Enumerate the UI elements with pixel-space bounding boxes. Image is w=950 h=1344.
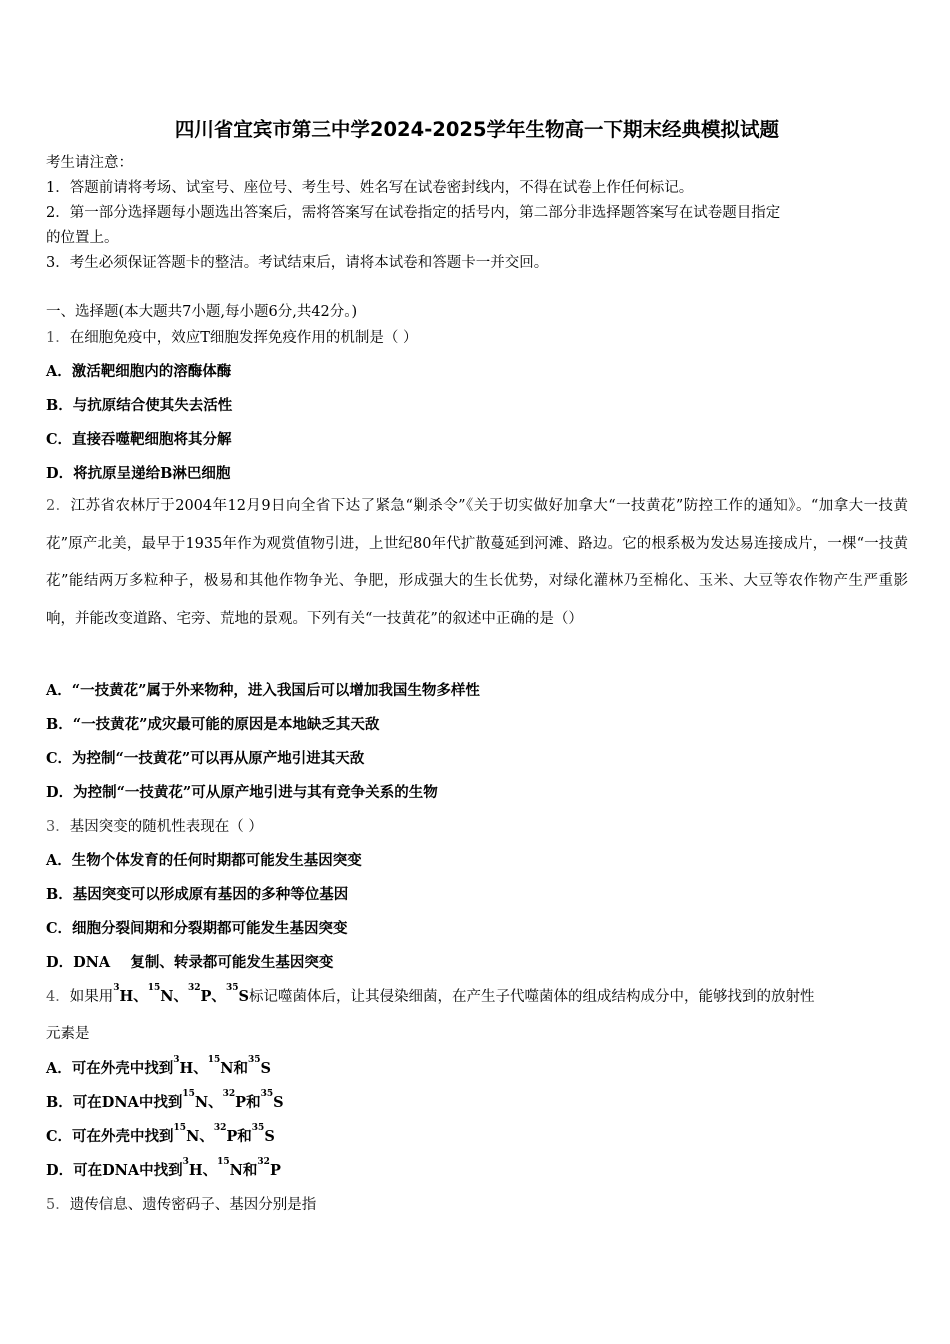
q1-option-a: A．激活靶细胞内的溶酶体酶 xyxy=(46,363,232,380)
element: P xyxy=(269,1162,281,1179)
notice-heading: 考生请注意： xyxy=(46,155,133,171)
element: S xyxy=(273,1094,284,1111)
isotope: 15 xyxy=(182,1089,195,1099)
question-number: 4． xyxy=(46,989,70,1005)
question-2 xyxy=(46,488,908,638)
q1-option-d: D．将抗原呈递给B淋巴细胞 xyxy=(46,465,231,482)
isotope-h: 3 xyxy=(113,983,120,993)
question-stem: 遗传信息、遗传密码子、基因分别是指 xyxy=(69,1197,317,1213)
isotope: 35 xyxy=(248,1055,261,1065)
element-s: S xyxy=(238,988,249,1005)
q2-option-c: C．为控制“一技黄花”可以再从原产地引进其天敌 xyxy=(46,750,365,767)
element: P和 xyxy=(235,1094,261,1111)
q1-option-b: B．与抗原结合使其失去活性 xyxy=(46,397,233,414)
isotope: 15 xyxy=(207,1055,221,1065)
option-text: D．可在DNA中找到 xyxy=(46,1162,183,1179)
element: S xyxy=(264,1128,275,1145)
element: H、 xyxy=(188,1162,218,1179)
option-text: B．可在DNA中找到 xyxy=(46,1094,183,1111)
question-number: 2． xyxy=(46,498,71,514)
question-4 xyxy=(46,985,908,1006)
section-heading: 一、选择题(本大题共7小题,每小题6分,共42分。) xyxy=(46,304,358,320)
q3-option-b: B．基因突变可以形成原有基因的多种等位基因 xyxy=(46,886,349,903)
q2-option-b: B．“一技黄花”成灾最可能的原因是本地缺乏其天敌 xyxy=(46,716,380,733)
element-n: N、 xyxy=(160,988,188,1005)
element: N和 xyxy=(220,1060,249,1077)
element: H、 xyxy=(179,1060,208,1077)
isotope: 3 xyxy=(173,1055,180,1065)
element: P和 xyxy=(226,1128,252,1145)
question-1 xyxy=(46,326,908,347)
isotope: 32 xyxy=(222,1089,236,1099)
question-stem: 基因突变的随机性表现在（ ） xyxy=(69,819,263,835)
question-5 xyxy=(46,1193,908,1214)
option-text: C．可在外壳中找到 xyxy=(46,1128,174,1145)
page-title: 四川省宜宾市第三中学2024-2025学年生物高一下期末经典模拟试题 xyxy=(174,118,780,141)
isotope: 15 xyxy=(173,1123,187,1133)
element: N、 xyxy=(186,1128,214,1145)
q2-option-a: A．“一技黄花”属于外来物种，进入我国后可以增加我国生物多样性 xyxy=(46,682,480,699)
isotope: 15 xyxy=(217,1157,230,1167)
question-3 xyxy=(46,815,908,836)
question-number: 5． xyxy=(46,1197,70,1213)
element: S xyxy=(260,1060,272,1077)
isotope: 35 xyxy=(251,1123,265,1133)
element: N和 xyxy=(229,1162,258,1179)
isotope: 35 xyxy=(260,1089,274,1099)
q1-option-c: C．直接吞噬靶细胞将其分解 xyxy=(46,431,232,448)
q3-option-d: D．DNA 复制、转录都可能发生基因突变 xyxy=(46,954,334,971)
option-text: A．可在外壳中找到 xyxy=(46,1060,174,1077)
isotope-s: 35 xyxy=(225,983,239,993)
isotope-p: 32 xyxy=(188,983,201,993)
notice-item-2b: 的位置上。 xyxy=(46,230,119,246)
isotope-n: 15 xyxy=(147,983,161,993)
q4-option-c xyxy=(46,1125,908,1146)
question-stem: 在细胞免疫中，效应T细胞发挥免疫作用的机制是（ ） xyxy=(69,330,418,346)
question-stem: 江苏省农林厅于2004年12月9日向全省下达了紧急“剿杀令”《关于切实做好加拿大“一技黄花”防控工作的通知》。“加拿大一技黄花”原产北美，最早于1935年作为观赏值物引进，上世纪80年代扩散蔓延到河滩、路边。它的根系极为发达易连接成片，一棵“一技黄花”能结两万多粒种子，极易和其他作物争光、争肥，形成强大的生长优势，对绿化灌林乃至棉化、玉米、大豆等农作物产生严重影响，并能改变道路、宅旁、荒地的景观。下列有关“一技黄花”的叙述中正确的是（） xyxy=(46,498,909,627)
question-stem-start: 如果用 xyxy=(69,989,114,1005)
notice-item-3: 3．考生必须保证答题卡的整洁。考试结束后，请将本试卷和答题卡一并交回。 xyxy=(46,255,549,271)
element-p: P、 xyxy=(200,988,226,1005)
question-number: 1． xyxy=(46,330,70,346)
isotope: 32 xyxy=(257,1157,270,1167)
element: N、 xyxy=(194,1094,223,1111)
question-stem-mid: 标记噬菌体后，让其侵染细菌，在产生子代噬菌体的组成结构成分中，能够找到的放射性 xyxy=(248,989,815,1005)
q4-option-b xyxy=(46,1091,908,1112)
notice-item-1: 1．答题前请将考场、试室号、座位号、考生号、姓名写在试卷密封线内，不得在试卷上作任何标记。 xyxy=(46,180,694,196)
notice-item-2a: 2．第一部分选择题每小题选出答案后，需将答案写在试卷指定的括号内，第二部分非选择题答案写在试卷题目指定 xyxy=(46,205,781,221)
isotope: 32 xyxy=(213,1123,227,1133)
q4-option-d xyxy=(46,1159,908,1180)
notice-block xyxy=(46,151,908,276)
q2-option-d: D．为控制“一技黄花”可从原产地引进与其有竞争关系的生物 xyxy=(46,784,438,801)
question-4-cont: 元素是 xyxy=(46,1026,90,1042)
q3-option-a: A．生物个体发育的任何时期都可能发生基因突变 xyxy=(46,852,362,869)
question-number: 3． xyxy=(46,819,70,835)
element-h: H、 xyxy=(119,988,148,1005)
isotope: 3 xyxy=(182,1157,189,1167)
q4-option-a xyxy=(46,1057,908,1078)
q3-option-c: C．细胞分裂间期和分裂期都可能发生基因突变 xyxy=(46,920,348,937)
